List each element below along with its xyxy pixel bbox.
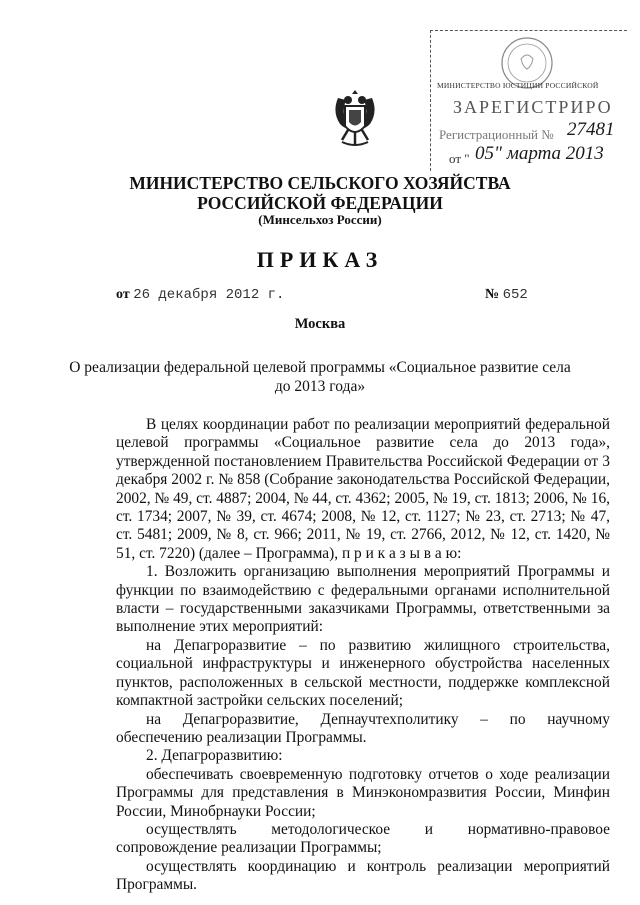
body-paragraph-item-1b: на Депагроразвитие, Депнаучтехполитику – по научному обеспечению реализации Программы. (116, 710, 610, 746)
order-number-value: 652 (502, 287, 528, 303)
stamp-registered-label: ЗАРЕГИСТРИРО (453, 97, 613, 117)
order-subject-line1: О реализации федеральной целевой программы «Социальное развитие села (69, 359, 571, 376)
body-paragraph-item-2a: обеспечивать своевременную подготовку отчетов о ходе реализации Программы для представления в Минэкономразвития России, Минфин России, Минобрнауки России; (116, 765, 610, 820)
stamp-ministry-label: МИНИСТЕРСТВО ЮСТИЦИИ РОССИЙСКОЙ (437, 81, 599, 90)
document-type: ПРИКАЗ (256, 247, 384, 272)
body-paragraph-item-1a: на Депагроразвитие – по развитию жилищного строительства, социальной инфраструктуры и инженерного обустройства населенных пунктов, расположенных в сельской местности, поддержке комплексной компактной застройки сельских поселений; (116, 636, 610, 710)
order-subject-line2: до 2013 года» (274, 378, 366, 395)
stamp-date-prefix: от " (449, 151, 470, 166)
body-paragraph-item-1: 1. Возложить организацию выполнения мероприятий Программы и функции по взаимодействию с федеральными органами исполнительной власти – государственными заказчиками Программы, ответственными за выполнение этих мероприятий: (116, 563, 610, 636)
order-number (485, 287, 528, 303)
order-subject (0, 358, 640, 396)
order-number-prefix: № (485, 287, 500, 302)
order-date-value: 26 декабря 2012 г. (133, 287, 285, 303)
stamp-date-value: 05" марта 2013 (475, 143, 604, 164)
body-paragraph-item-2: 2. Депагроразвитию: (146, 747, 283, 765)
stamp-regnum-label: Регистрационный № (439, 127, 554, 142)
body-paragraph-item-2c: осуществлять координацию и контроль реализации мероприятий Программы. (116, 857, 610, 894)
ministry-title-line2: РОССИЙСКОЙ ФЕДЕРАЦИИ (197, 193, 443, 213)
ministry-title-line1: МИНИСТЕРСТВО СЕЛЬСКОГО ХОЗЯЙСТВА (129, 173, 511, 193)
coat-of-arms-icon (330, 86, 380, 148)
ministry-title (0, 173, 640, 213)
body-paragraph-item-2b: осуществлять методологическое и нормативно-правовое сопровождение реализации Программы; (116, 820, 610, 857)
order-body (116, 416, 610, 895)
body-paragraph-preamble: В целях координации работ по реализации мероприятий федеральной целевой программы «Социальное развитие села до 2013 года», утвержденной постановлением Правительства Российской Федерации от 3 декабря 2002 г. № 858 (Собрание законодательства Российской Федерации, 2002, № 49, ст. 4887; 2004, № 44, ст. 4362; 2005, № 19, ст. 1813; 2006, № 16, ст. 1734; 2007, № 39, ст. 4674; 2008, № 12, ст. 1127; № 23, ст. 2713; № 47, ст. 5481; 2009, № 8, ст. 966; 2011, № 19, ст. 2766, 2012, № 12, ст. 1420, № 51, ст. 7220) (далее – Программа), п р и к а з ы в а ю: (116, 416, 610, 562)
order-date (116, 287, 284, 303)
stamp-regnum-value: 27481 (567, 119, 615, 140)
order-city: Москва (294, 316, 346, 332)
ministry-short-name: (Минсельхоз России) (258, 212, 382, 227)
order-date-prefix: от (116, 287, 130, 302)
registration-stamp (430, 30, 627, 171)
